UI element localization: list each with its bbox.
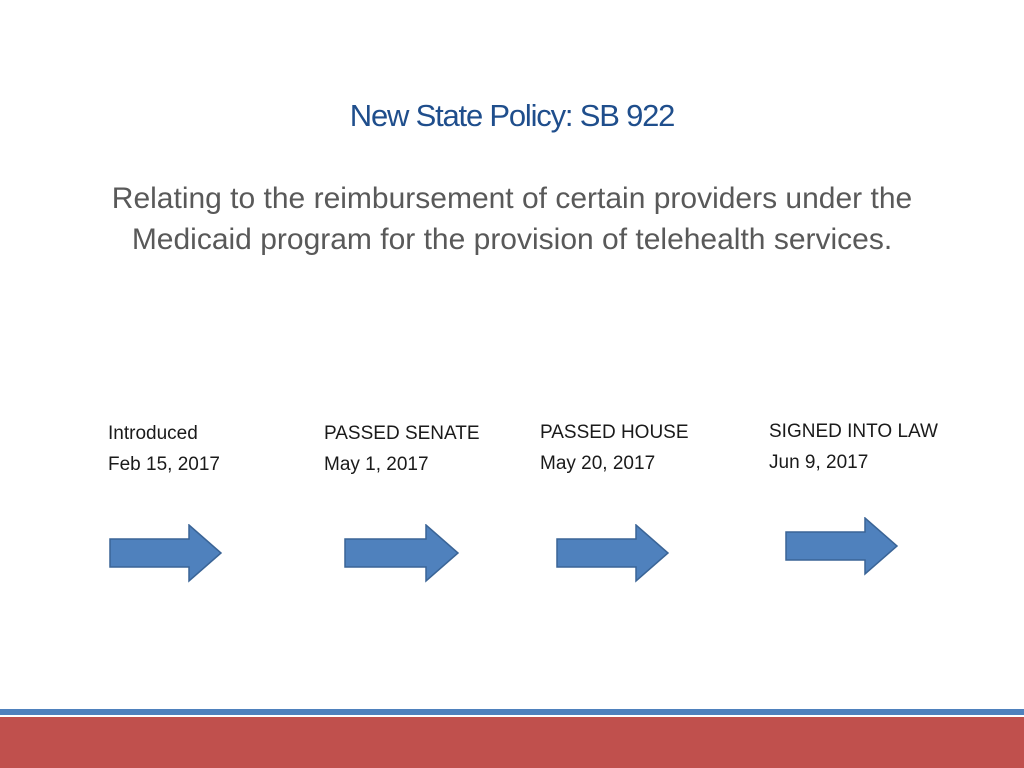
slide-title: New State Policy: SB 922 — [349, 98, 675, 133]
milestone-label: Introduced — [108, 423, 198, 444]
milestone-label: SIGNED INTO LAW — [769, 421, 938, 442]
slide-subtitle: Relating to the reimbursement of certain providers under the Medicaid program for the provision of telehealth services. — [111, 182, 913, 256]
milestone-label: PASSED SENATE — [324, 423, 480, 444]
milestone-label: PASSED HOUSE — [540, 422, 689, 443]
footer-band-red — [0, 717, 1024, 768]
footer-band-blue — [0, 709, 1024, 715]
milestone-date: Jun 9, 2017 — [769, 452, 869, 473]
milestone-introduced — [108, 418, 220, 480]
milestone-passed-house — [540, 417, 689, 479]
milestone-date: May 20, 2017 — [540, 453, 656, 474]
arrow-right-icon — [785, 517, 899, 577]
arrow-right-icon — [344, 524, 460, 584]
milestone-passed-senate — [324, 418, 480, 480]
milestone-signed-into-law — [769, 416, 938, 478]
arrow-right-icon — [109, 524, 223, 584]
milestone-date: May 1, 2017 — [324, 454, 429, 475]
milestone-date: Feb 15, 2017 — [108, 454, 220, 475]
arrow-right-icon — [556, 524, 670, 584]
